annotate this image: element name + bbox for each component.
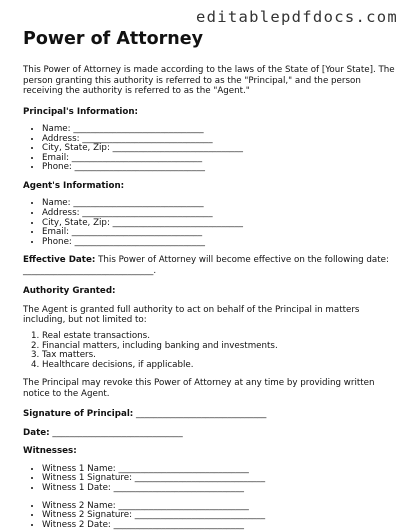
witness-2-signature-field[interactable]: • Witness 2 Signature: ______________________________ (42, 511, 395, 521)
signature-label: Signature of Principal: (23, 409, 134, 420)
principal-email-field[interactable]: • Email: ______________________________ (42, 154, 395, 164)
principal-fields (23, 125, 395, 173)
date-field[interactable]: ______________________________ (49, 427, 183, 438)
agent-city-field[interactable]: • City, State, Zip: ______________________________ (42, 219, 395, 229)
agent-address-field[interactable]: • Address: ______________________________ (42, 209, 395, 219)
effective-date-paragraph (23, 255, 395, 276)
principal-phone-field[interactable]: • Phone: ______________________________ (42, 163, 395, 173)
principal-address-field[interactable]: • Address: ______________________________ (42, 135, 395, 145)
agent-name-field[interactable]: • Name: ______________________________ (42, 199, 395, 209)
document-body (23, 28, 395, 530)
principal-heading: Principal's Information: (23, 106, 138, 117)
authority-intro: The Agent is granted full authority to act on behalf of the Principal in matters including, but not limited to: (23, 304, 360, 326)
agent-heading: Agent's Information: (23, 180, 125, 191)
authority-heading: Authority Granted: (23, 286, 116, 297)
witness-1-fields (23, 465, 395, 494)
authority-item: 4. Healthcare decisions, if applicable. (42, 361, 395, 371)
effective-date-text[interactable]: This Power of Attorney will become effective on the following date: ______________________________. (23, 255, 389, 276)
agent-email-field[interactable]: • Email: ______________________________ (42, 228, 395, 238)
principal-city-field[interactable]: • City, State, Zip: ______________________________ (42, 144, 395, 154)
witness-1-signature-field[interactable]: • Witness 1 Signature: ______________________________ (42, 474, 395, 484)
date-label: Date: (23, 427, 50, 438)
date-line (23, 428, 395, 439)
witness-2-name-field[interactable]: • Witness 2 Name: ______________________________ (42, 502, 395, 512)
witness-1-date-field[interactable]: • Witness 1 Date: ______________________________ (42, 484, 395, 494)
intro-paragraph: This Power of Attorney is made according to the laws of the State of [Your State]. The person granting this authority is referred to as the "Principal," and the person receiving the authority is referred to as the "Agent." (23, 65, 395, 96)
effective-date-label: Effective Date: (23, 255, 96, 266)
witness-2-fields (23, 502, 395, 531)
watermark: editablepdfdocs.com (195, 8, 398, 26)
authority-item: 1. Real estate transactions. (42, 332, 395, 342)
page-title: Power of Attorney (23, 29, 203, 49)
authority-item: 3. Tax matters. (42, 351, 395, 361)
signature-line (23, 409, 395, 420)
agent-fields (23, 199, 395, 247)
authority-list (23, 332, 395, 370)
authority-item: 2. Financial matters, including banking and investments. (42, 342, 395, 352)
revocation-paragraph: The Principal may revoke this Power of Attorney at any time by providing written notice to the Agent. (23, 378, 375, 399)
agent-phone-field[interactable]: • Phone: ______________________________ (42, 238, 395, 248)
signature-field[interactable]: ______________________________ (133, 409, 267, 420)
witness-2-date-field[interactable]: • Witness 2 Date: ______________________________ (42, 521, 395, 531)
principal-name-field[interactable]: • Name: ______________________________ (42, 125, 395, 135)
witness-1-name-field[interactable]: • Witness 1 Name: ______________________________ (42, 465, 395, 475)
witnesses-heading: Witnesses: (23, 446, 77, 457)
